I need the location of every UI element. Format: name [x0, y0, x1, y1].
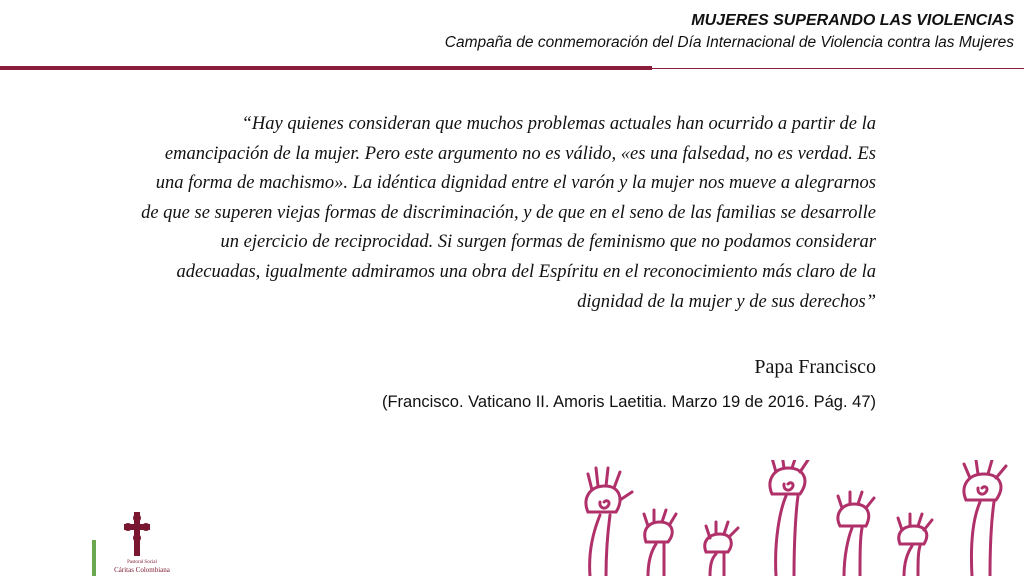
logo-line-1: Pastoral Social — [127, 560, 157, 565]
logo-line-2: Cáritas Colombiana — [114, 566, 170, 574]
hand-icon — [770, 460, 808, 576]
hand-icon — [838, 492, 874, 576]
logo-accent-bar — [92, 540, 96, 576]
hand-icon — [705, 522, 738, 576]
slide-subtitle: Campaña de conmemoración del Día Internacional de Violencia contra las Mujeres — [444, 34, 1014, 51]
hand-icon — [964, 460, 1006, 576]
hand-icon — [898, 514, 932, 576]
hand-icon — [644, 510, 676, 576]
cross-icon — [122, 510, 152, 558]
quote-text: “Hay quienes consideran que muchos problemas actuales han ocurrido a partir de la emancipación de la mujer. Pero este argumento no es válido, «es una falsedad, no es verdad. Es una forma de machismo». La idéntica dignidad entre el varón y la mujer nos mueve a alegrarnos de que se superen viejas formas de discriminación, y de que en el seno de las familias se desarrolle un ejercicio de reciprocidad. Si surgen formas de feminismo que no podamos considerar adecuadas, igualmente admiramos una obra del Espíritu en el reconocimiento más claro de la dignidad de la mujer y de sus derechos” — [141, 114, 876, 312]
hand-icon — [586, 468, 632, 576]
caritas-logo — [92, 510, 182, 576]
quote-citation: (Francisco. Vaticano II. Amoris Laetitia. Marzo 19 de 2016. Pág. 47) — [381, 393, 876, 411]
raised-hands-illustration — [560, 460, 1024, 576]
quote-author: Papa Francisco — [754, 356, 876, 378]
slide-title: MUJERES SUPERANDO LAS VIOLENCIAS — [691, 12, 1014, 29]
header-divider-thick — [0, 66, 652, 70]
